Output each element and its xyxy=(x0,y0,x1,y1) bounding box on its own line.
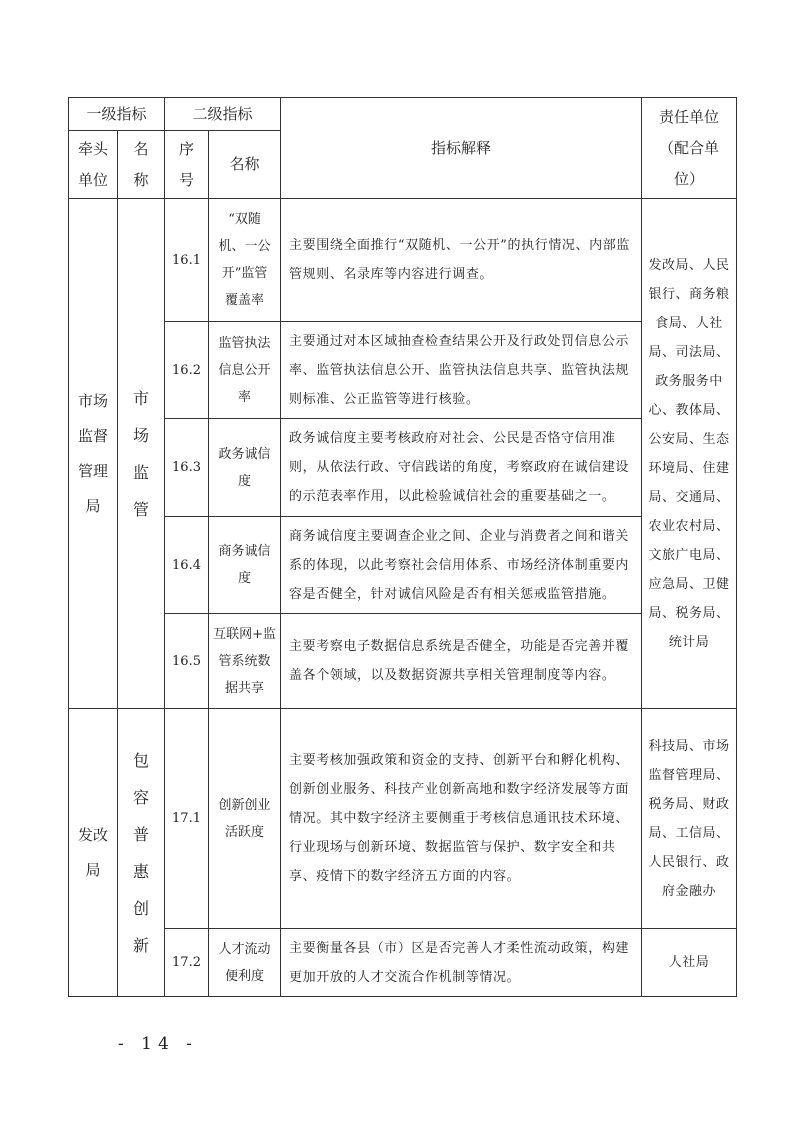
explanation: 主要考核加强政策和资金的支持、创新平台和孵化机构、创新创业服务、科技产业创新高地和数字经济发展等方面情况。其中数字经济主要侧重于考核信息通讯技术环境、行业现场与创新环境、数据监管与保护、数字安全和共享、疫情下的数字经济五方面的内容。 xyxy=(281,709,642,929)
indicator-table xyxy=(68,97,737,997)
table-row xyxy=(69,199,737,322)
table-row xyxy=(69,929,737,997)
seq: 16.1 xyxy=(165,199,209,322)
seq: 16.3 xyxy=(165,419,209,517)
explanation: 主要围绕全面推行“双随机、一公开”的执行情况、内部监管规则、名录库等内容进行调查。 xyxy=(281,199,642,322)
table-row xyxy=(69,322,737,419)
responsible-units: 人社局 xyxy=(642,929,737,997)
explanation: 主要考察电子数据信息系统是否健全，功能是否完善并覆盖各个领域，以及数据资源共享相关管理制度等内容。 xyxy=(281,614,642,709)
table-row xyxy=(69,709,737,929)
header-name2: 名称 xyxy=(209,131,281,199)
seq: 16.4 xyxy=(165,517,209,614)
explanation: 政务诚信度主要考核政府对社会、公民是否恪守信用准则，从依法行政、守信践诺的角度，考察政府在诚信建设的示范表率作用，以此检验诚信社会的重要基础之一。 xyxy=(281,419,642,517)
sub-indicator-name: 监管执法信息公开率 xyxy=(209,322,281,419)
lead-unit: 市场监督管理局 xyxy=(69,199,118,709)
explanation: 商务诚信度主要调查企业之间、企业与消费者之间和谐关系的体现，以此考察社会信用体系、市场经济体制重要内容是否健全，针对诚信风险是否有相关惩戒监管措施。 xyxy=(281,517,642,614)
responsible-units: 科技局、市场监督管理局、税务局、财政局、工信局、人民银行、政府金融办 xyxy=(642,709,737,929)
header-explanation: 指标解释 xyxy=(281,98,642,199)
page-number: - 14 - xyxy=(118,1034,198,1054)
table-row xyxy=(69,419,737,517)
indicator-name: 包容普惠创新 xyxy=(118,709,165,997)
sub-indicator-name: 人才流动便利度 xyxy=(209,929,281,997)
sub-indicator-name: “双随机、一公开”监管覆盖率 xyxy=(209,199,281,322)
header-seq: 序号 xyxy=(165,131,209,199)
seq: 17.2 xyxy=(165,929,209,997)
explanation: 主要通过对本区域抽查检查结果公开及行政处罚信息公示率、监管执法信息公开、监管执法信息共享、监管执法规则标准、公正监管等进行核验。 xyxy=(281,322,642,419)
seq: 16.5 xyxy=(165,614,209,709)
sub-indicator-name: 商务诚信度 xyxy=(209,517,281,614)
sub-indicator-name: 创新创业活跃度 xyxy=(209,709,281,929)
explanation: 主要衡量各县（市）区是否完善人才柔性流动政策，构建更加开放的人才交流合作机制等情况。 xyxy=(281,929,642,997)
lead-unit: 发改局 xyxy=(69,709,118,997)
sub-indicator-name: 政务诚信度 xyxy=(209,419,281,517)
header-name1: 名称 xyxy=(118,131,165,199)
header-lead-unit: 牵头单位 xyxy=(69,131,118,199)
header-level1: 一级指标 xyxy=(69,98,165,131)
responsible-units: 发改局、人民银行、商务粮食局、人社局、司法局、政务服务中心、教体局、公安局、生态环境局、住建局、交通局、农业农村局、文旅广电局、应急局、卫健局、税务局、统计局 xyxy=(642,199,737,709)
seq: 16.2 xyxy=(165,322,209,419)
header-responsible: 责任单位（配合单位） xyxy=(642,98,737,199)
seq: 17.1 xyxy=(165,709,209,929)
sub-indicator-name: 互联网+监管系统数据共享 xyxy=(209,614,281,709)
indicator-name: 市场监管 xyxy=(118,199,165,709)
table-row xyxy=(69,517,737,614)
table-row xyxy=(69,614,737,709)
header-level2: 二级指标 xyxy=(165,98,281,131)
